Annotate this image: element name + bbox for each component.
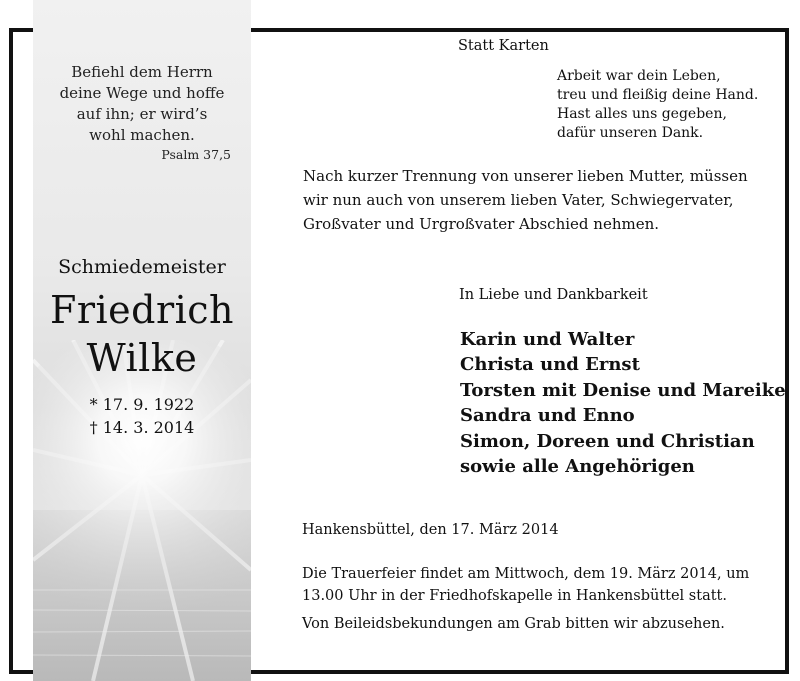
death-date: † 14. 3. 2014 <box>89 418 195 437</box>
sunburst-image <box>33 340 251 681</box>
poem-line: Arbeit war dein Leben, <box>557 68 721 84</box>
psalm-line: deine Wege und hoffe <box>59 84 225 102</box>
psalm-line: auf ihn; er wird’s <box>76 105 208 123</box>
announcement-line: Großvater und Urgroßvater Abschied nehmen. <box>303 215 660 233</box>
funeral-info <box>302 563 775 607</box>
announcement-line: Nach kurzer Trennung von unserer lieben Mutter, müssen <box>303 167 748 185</box>
mourner-name: Christa und Ernst <box>460 354 640 376</box>
psalm-reference: Psalm 37,5 <box>161 147 231 162</box>
funeral-line: Die Trauerfeier findet am Mittwoch, dem 19. März 2014, um <box>302 566 750 582</box>
memorial-poem <box>557 67 758 143</box>
psalm-line: Befiehl dem Herrn <box>71 63 213 81</box>
psalm-verse <box>33 62 251 146</box>
psalm-line: wohl machen. <box>89 126 195 144</box>
funeral-line: 13.00 Uhr in der Friedhofskapelle in Hankensbüttel statt. <box>302 588 727 604</box>
mourners-list <box>460 327 786 479</box>
place-and-date: Hankensbüttel, den 17. März 2014 <box>302 522 559 538</box>
announcement-text <box>303 164 773 236</box>
mourner-name: Karin und Walter <box>460 329 635 350</box>
poem-line: dafür unseren Dank. <box>557 125 704 141</box>
deceased-occupation: Schmiedemeister <box>58 256 226 278</box>
birth-date: * 17. 9. 1922 <box>89 395 195 414</box>
announcement-line: wir nun auch von unserem lieben Vater, Schwiegervater, <box>303 191 734 209</box>
condolence-note: Von Beileidsbekundungen am Grab bitten wir abzusehen. <box>302 616 725 632</box>
poem-line: treu und fleißig deine Hand. <box>557 87 759 103</box>
mourner-name: sowie alle Angehörigen <box>460 456 695 478</box>
poem-line: Hast alles uns gegeben, <box>557 106 727 122</box>
statt-karten-heading: Statt Karten <box>458 38 549 54</box>
mourner-name: Sandra und Enno <box>460 405 635 427</box>
mourner-name: Simon, Doreen und Christian <box>460 430 755 452</box>
in-liebe-line: In Liebe und Dankbarkeit <box>459 287 648 303</box>
deceased-first-name: Friedrich <box>49 288 235 332</box>
mourner-name: Torsten mit Denise und Mareike <box>460 379 786 401</box>
memorial-sidebar <box>33 0 251 681</box>
deceased-last-name: Wilke <box>86 336 198 380</box>
